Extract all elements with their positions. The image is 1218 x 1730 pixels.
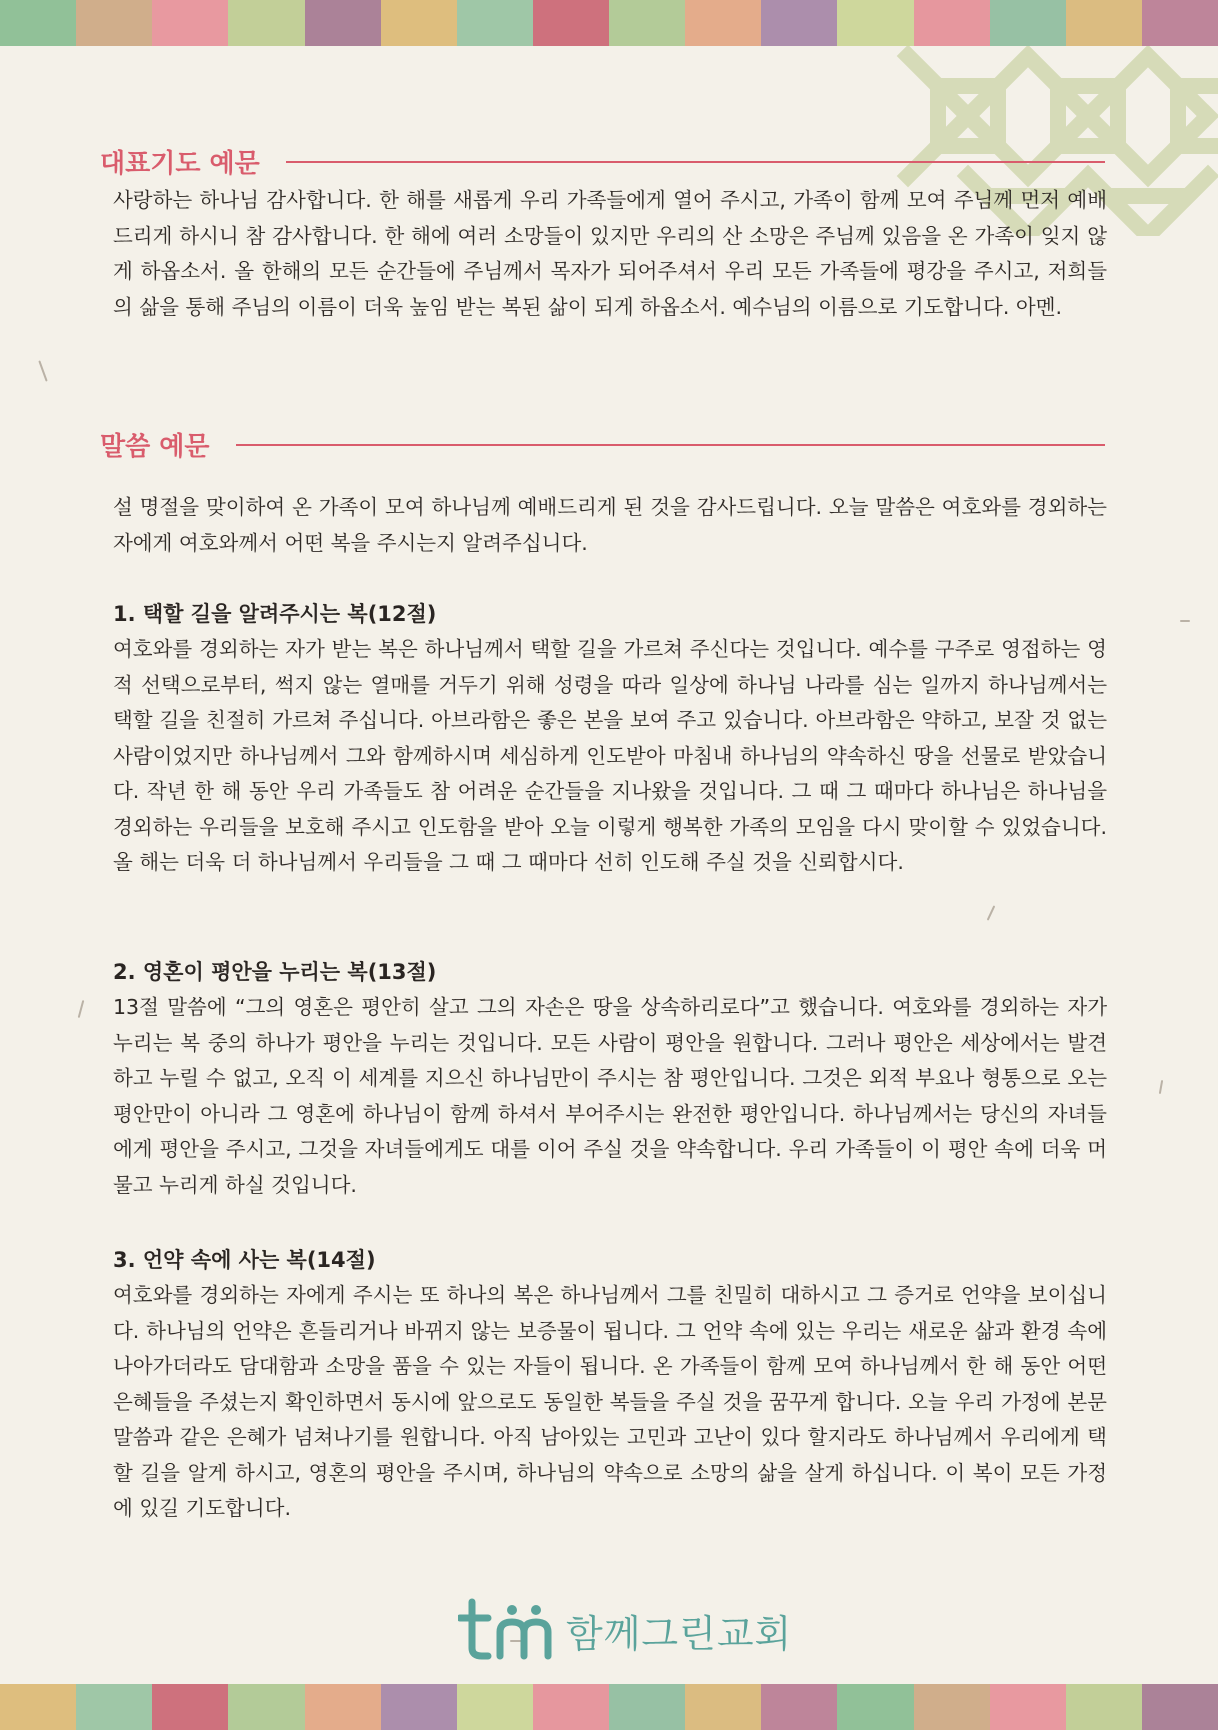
stripe-segment [914, 1684, 990, 1730]
church-logo [458, 1598, 792, 1662]
stripe-segment [0, 0, 76, 46]
stripe-segment [1142, 1684, 1218, 1730]
stripe-segment [837, 1684, 913, 1730]
stripe-segment [152, 1684, 228, 1730]
point-2-title: 2. 영혼이 평안을 누리는 복(13절) [113, 960, 437, 984]
stripe-segment [228, 0, 304, 46]
point-1-body: 여호와를 경외하는 자가 받는 복은 하나님께서 택할 길을 가르쳐 주신다는 것입니다. 예수를 구주로 영접하는 영적 선택으로부터, 썩지 않는 열매를 거두기 위해 성령을 따라 일상에 하나님 나라를 심는 일까지 하나님께서는 택할 길을 친절히 가르쳐 주십니다. 아브라함은 좋은 본을 보여 주고 있습니다. 아브라함은 약하고, 보잘 것 없는 사람이었지만 하나님께서 그와 함께하시며 세심하게 인도받아 마침내 하나님의 약속하신 땅을 선물로 받았습니다. 작년 한 해 동안 우리 가족들도 참 어려운 순간들을 지나왔을 것입니다. 그 때 그 때마다 하나님은 하나님을 경외하는 우리들을 보호해 주시고 인도함을 받아 오늘 이렇게 행복한 가족의 모임을 다시 맞이할 수 있었습니다. 올 해는 더욱 더 하나님께서 우리들을 그 때 그 때마다 선히 인도해 주실 것을 신뢰합시다. [113, 637, 1107, 874]
stripe-segment [761, 0, 837, 46]
heading-rule [286, 161, 1105, 163]
paper-fiber [987, 905, 996, 920]
church-logo-icon [458, 1598, 558, 1662]
paper-fiber [1159, 1080, 1163, 1094]
stripe-segment [609, 1684, 685, 1730]
stripe-segment [457, 0, 533, 46]
church-name: 함께그린교회 [566, 1611, 793, 1656]
stripe-segment [914, 0, 990, 46]
stripe-segment [305, 0, 381, 46]
stripe-segment [533, 0, 609, 46]
stripe-segment [76, 0, 152, 46]
point-3-title: 3. 언약 속에 사는 복(14절) [113, 1248, 376, 1272]
point-1-title: 1. 택할 길을 알려주시는 복(12절) [113, 602, 437, 626]
stripe-segment [837, 0, 913, 46]
paper-fiber [1180, 620, 1190, 622]
sermon-section-header [100, 426, 1105, 463]
stripe-segment [305, 1684, 381, 1730]
sermon-intro: 설 명절을 맞이하여 온 가족이 모여 하나님께 예배드리게 된 것을 감사드립니다. 오늘 말씀은 여호와를 경외하는 자에게 여호와께서 어떤 복을 주시는지 알려주십니다. [113, 495, 1107, 555]
point-3-body: 여호와를 경외하는 자에게 주시는 또 하나의 복은 하나님께서 그를 친밀히 대하시고 그 증거로 언약을 보이십니다. 하나님의 언약은 흔들리거나 바뀌지 않는 보증물이 됩니다. 그 언약 속에 있는 우리는 새로운 삶과 환경 속에 나아가더라도 담대함과 소망을 품을 수 있는 자들이 됩니다. 온 가족들이 함께 모여 하나님께서 한 해 동안 어떤 은혜들을 주셨는지 확인하면서 동시에 앞으로도 동일한 복들을 주실 것을 꿈꾸게 합니다. 오늘 우리 가정에 본문 말씀과 같은 은혜가 넘쳐나기를 원합니다. 아직 남아있는 고민과 고난이 있다 할지라도 하나님께서 우리에게 택할 길을 알게 하시고, 영혼의 평안을 주시며, 하나님의 약속으로 소망의 삶을 살게 하십니다. 이 복이 모든 가정에 있길 기도합니다. [113, 1283, 1107, 1520]
stripe-segment [533, 1684, 609, 1730]
stripe-segment [609, 0, 685, 46]
stripe-segment [1066, 1684, 1142, 1730]
bottom-color-stripe [0, 1684, 1218, 1730]
stripe-segment [1142, 0, 1218, 46]
stripe-segment [152, 0, 228, 46]
point-2-body: 13절 말씀에 “그의 영혼은 평안히 살고 그의 자손은 땅을 상속하리로다”고 했습니다. 여호와를 경외하는 자가 누리는 복 중의 하나가 평안을 누리는 것입니다. 모든 사람이 평안을 원합니다. 그러나 평안은 세상에서는 발견하고 누릴 수 없고, 오직 이 세계를 지으신 하나님만이 주시는 참 평안입니다. 그것은 외적 부요나 형통으로 오는 평안만이 아니라 그 영혼에 하나님이 함께 하셔서 부어주시는 완전한 평안입니다. 하나님께서는 당신의 자녀들에게 평안을 주시고, 그것을 자녀들에게도 대를 이어 주실 것을 약속합니다. 우리 가족들이 이 평안 속에 더욱 머물고 누리게 하실 것입니다. [113, 995, 1107, 1197]
stripe-segment [685, 0, 761, 46]
paper-fiber [78, 1000, 85, 1018]
stripe-segment [990, 1684, 1066, 1730]
stripe-segment [76, 1684, 152, 1730]
heading-rule [236, 444, 1105, 446]
stripe-segment [0, 1684, 76, 1730]
stripe-segment [381, 1684, 457, 1730]
top-color-stripe [0, 0, 1218, 46]
stripe-segment [228, 1684, 304, 1730]
stripe-segment [381, 0, 457, 46]
prayer-heading: 대표기도 예문 [100, 149, 260, 179]
stripe-segment [457, 1684, 533, 1730]
stripe-segment [990, 0, 1066, 46]
sermon-heading: 말씀 예문 [100, 432, 210, 462]
prayer-body: 사랑하는 하나님 감사합니다. 한 해를 새롭게 우리 가족들에게 열어 주시고, 가족이 함께 모여 주님께 먼저 예배 드리게 하시니 참 감사합니다. 한 해에 여러 소망들이 있지만 우리의 산 소망은 주님께 있음을 온 가족이 잊지 않게 하옵소서. 올 한해의 모든 순간들에 주님께서 목자가 되어주셔서 우리 모든 가족들에 평강을 주시고, 저희들의 삶을 통해 주님의 이름이 더욱 높임 받는 복된 삶이 되게 하옵소서. 예수님의 이름으로 기도합니다. 아멘. [113, 188, 1107, 319]
stripe-segment [761, 1684, 837, 1730]
prayer-section-header [100, 143, 1105, 180]
stripe-segment [685, 1684, 761, 1730]
stripe-segment [1066, 0, 1142, 46]
paper-fiber [38, 360, 47, 381]
